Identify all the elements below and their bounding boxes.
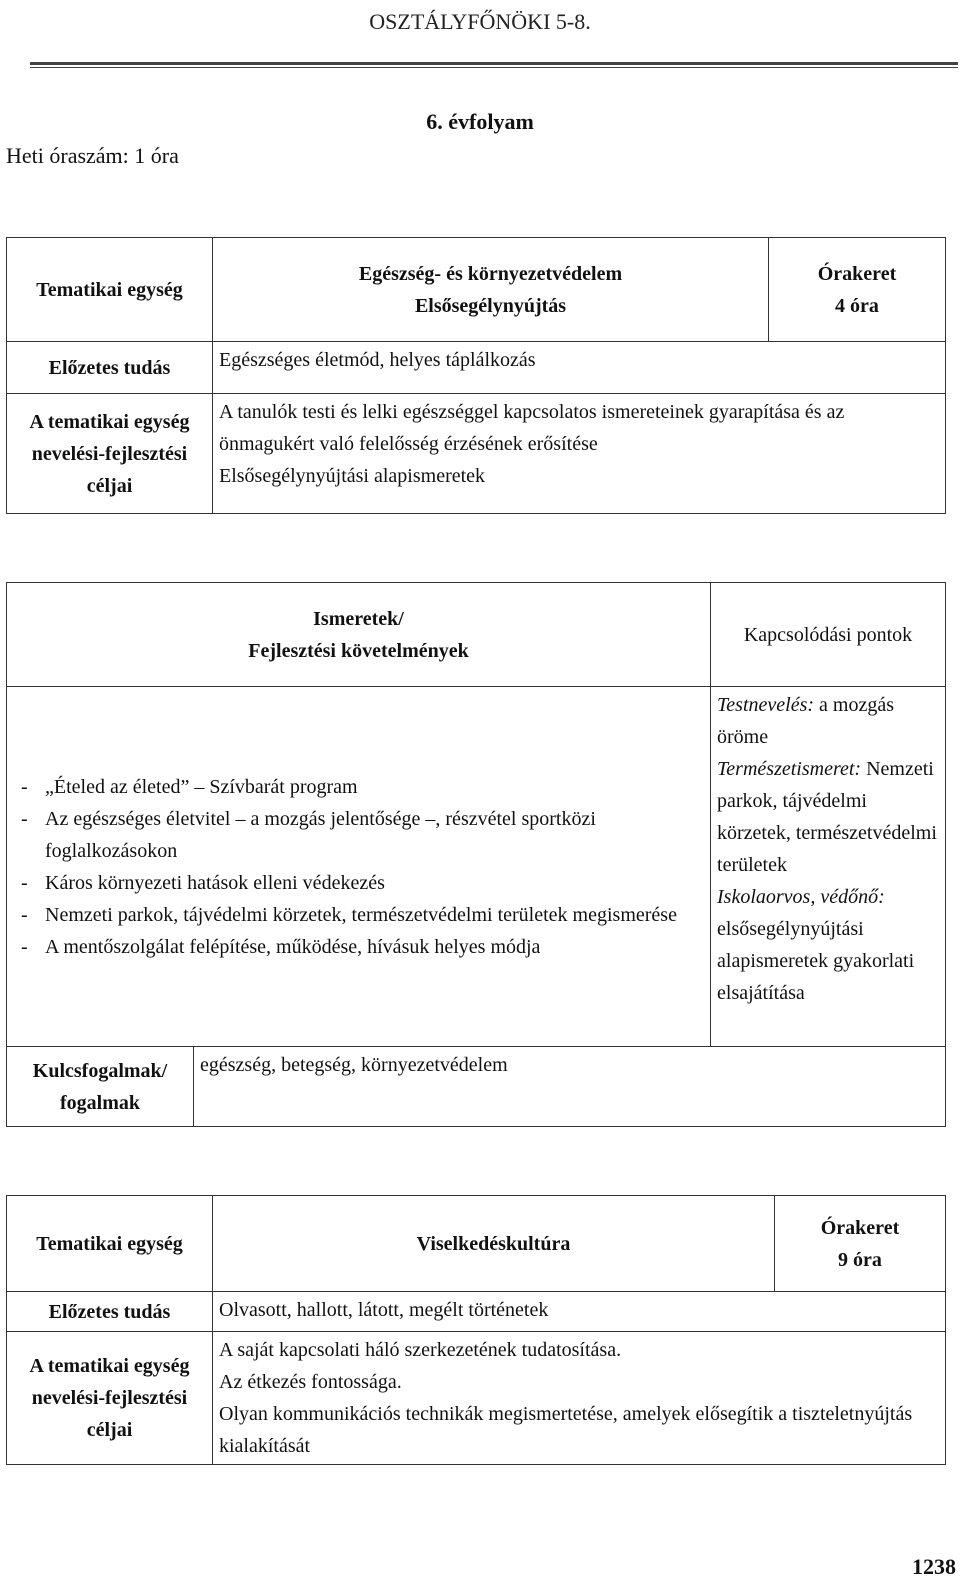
unit1-content-table <box>6 582 946 1127</box>
unit1-thematic-label: Tematikai egység <box>7 238 213 342</box>
unit1-hours-value: 4 óra <box>835 294 879 317</box>
unit2-goals <box>213 1332 946 1465</box>
unit1-table <box>6 237 946 514</box>
unit1-goal: A tanulók testi és lelki egészséggel kapcsolatos ismereteinek gyarapítása és az önmagukért való felelősség érzésének erősítése <box>219 401 845 455</box>
unit2-table <box>6 1195 946 1465</box>
knowledge-header <box>7 583 711 687</box>
knowledge-list <box>17 771 704 963</box>
connections-header: Kapcsolódási pontok <box>711 583 946 687</box>
unit2-goal: A saját kapcsolati háló szerkezetének tudatosítása. <box>219 1339 622 1361</box>
unit2-goals-label: A tematikai egység nevelési-fejlesztési céljai <box>7 1332 213 1465</box>
keywords-value: egészség, betegség, környezetvédelem <box>194 1047 946 1127</box>
unit2-hours-value: 9 óra <box>838 1248 882 1271</box>
unit1-title-line2: Elsősegélynyújtás <box>414 294 567 317</box>
page-number: 1238 <box>912 1553 956 1579</box>
knowledge-header-line1: Ismeretek/ <box>313 607 404 630</box>
connection-entry: Iskolaorvos, védőnő: elsősegélynyújtási alapismeretek gyakorlati elsajátítása <box>717 886 915 1004</box>
unit1-goal: Elsősegélynyújtási alapismeretek <box>219 465 486 487</box>
unit1-title <box>213 238 769 342</box>
weekly-hours: Heti óraszám: 1 óra <box>6 143 179 168</box>
knowledge-item: - Káros környezeti hatások elleni védekezés <box>21 871 385 894</box>
unit2-goal: Olyan kommunikációs technikák megismertetése, amelyek elősegítik a tiszteletnyújtás kialakítását <box>219 1403 913 1457</box>
running-title: OSZTÁLYFŐNÖKI 5-8. <box>369 9 591 34</box>
connection-entry: Testnevelés: a mozgás öröme <box>717 694 895 748</box>
unit2-hours-label: Órakeret <box>820 1216 900 1239</box>
knowledge-item: - „Ételed az életed” – Szívbarát program <box>21 775 358 798</box>
unit2-prior-label: Előzetes tudás <box>7 1292 213 1332</box>
knowledge-item: - A mentőszolgálat felépítése, működése, hívásuk helyes módja <box>21 935 541 958</box>
keywords-label: Kulcsfogalmak/ fogalmak <box>7 1047 194 1127</box>
connections-cell <box>711 687 946 1047</box>
unit2-prior-value: Olvasott, hallott, látott, megélt történetek <box>213 1292 946 1332</box>
header-rule-thick <box>30 62 958 65</box>
unit2-thematic-label: Tematikai egység <box>7 1196 213 1292</box>
unit2-title: Viselkedéskultúra <box>213 1196 775 1292</box>
unit1-hours-label: Órakeret <box>817 262 897 285</box>
unit1-prior-value: Egészséges életmód, helyes táplálkozás <box>213 342 946 394</box>
knowledge-item: - Nemzeti parkok, tájvédelmi körzetek, természetvédelmi területek megismerése <box>21 903 677 926</box>
unit2-hours <box>775 1196 946 1292</box>
unit1-goals <box>213 394 946 514</box>
knowledge-header-line2: Fejlesztési követelmények <box>248 639 469 662</box>
unit1-title-line1: Egészség- és környezetvédelem <box>358 262 623 285</box>
header-rule-thin <box>30 67 958 68</box>
knowledge-list-cell <box>7 687 711 1047</box>
unit1-goals-label: A tematikai egység nevelési-fejlesztési céljai <box>7 394 213 514</box>
connection-entry: Természetismeret: Nemzeti parkok, tájvédelmi körzetek, természetvédelmi területek <box>717 758 937 876</box>
unit2-goal: Az étkezés fontossága. <box>219 1371 402 1393</box>
knowledge-item: - Az egészséges életvitel – a mozgás jelentősége –, részvétel sportközi foglalkozásokon <box>21 807 596 862</box>
unit1-hours <box>769 238 946 342</box>
unit1-prior-label: Előzetes tudás <box>7 342 213 394</box>
grade-heading: 6. évfolyam <box>426 109 534 134</box>
